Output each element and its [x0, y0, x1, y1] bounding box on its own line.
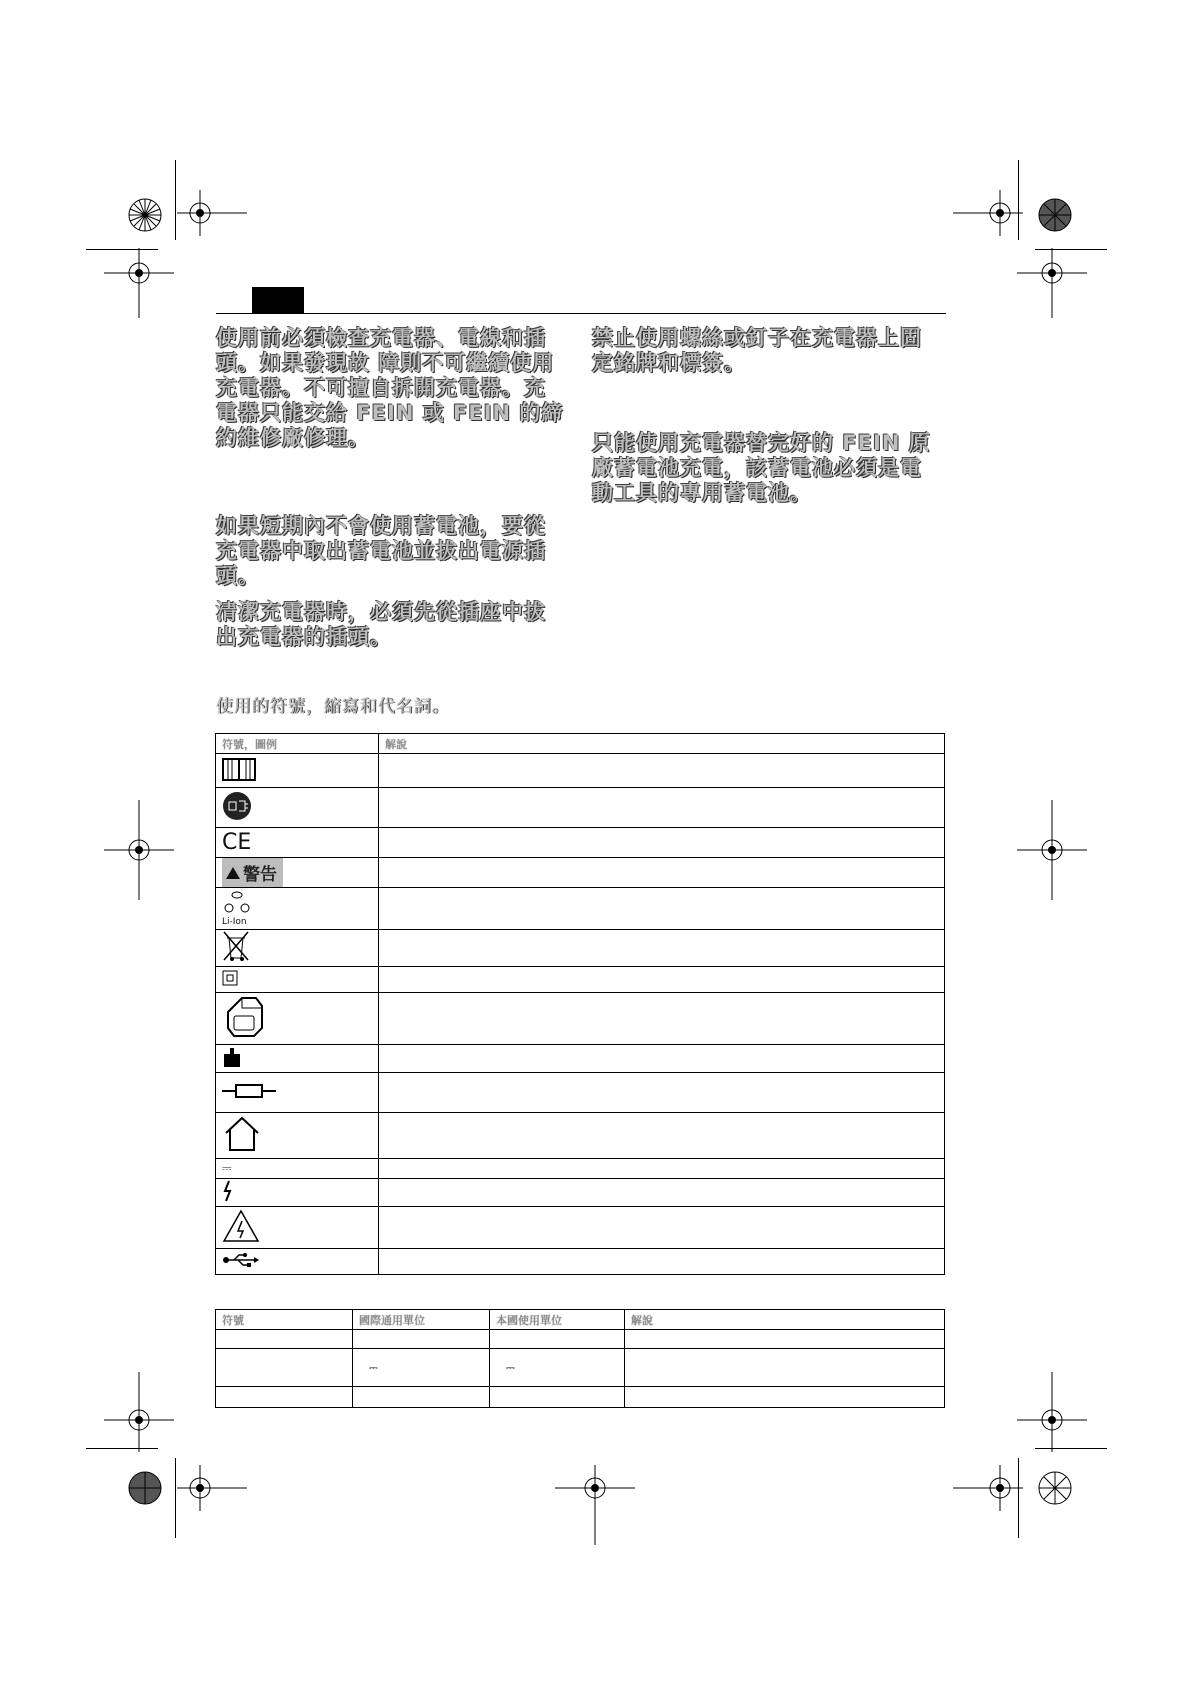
usb-icon — [222, 1252, 260, 1268]
registration-target-icon — [1025, 185, 1085, 245]
lightning-icon — [222, 1180, 234, 1202]
registration-target-icon — [1025, 1458, 1085, 1518]
crosshair-icon — [953, 190, 1023, 236]
registration-target-icon — [115, 185, 175, 245]
direct-current-icon: ⎓ — [216, 1159, 379, 1179]
table-row — [216, 828, 945, 858]
crosshair-icon — [104, 1372, 174, 1452]
table-row — [216, 1179, 945, 1207]
crosshair-icon — [177, 1465, 247, 1511]
manual-book-icon — [222, 756, 256, 782]
electric-hazard-icon — [222, 1209, 260, 1243]
table-row — [216, 930, 945, 967]
warning-badge-icon — [222, 858, 283, 887]
header-rule — [216, 313, 946, 314]
crosshair-icon — [104, 800, 174, 900]
crosshair-icon — [1017, 1372, 1087, 1452]
column-header: 解說 — [625, 1310, 945, 1330]
table-row — [216, 858, 945, 888]
table-cell — [490, 1330, 625, 1349]
table-cell — [216, 1349, 353, 1387]
table-row — [216, 1349, 945, 1387]
table-cell — [353, 1387, 490, 1408]
table-row — [216, 888, 945, 930]
table-cell — [625, 1349, 945, 1387]
table-cell — [625, 1330, 945, 1349]
warning-paragraph: 如果短期內不會使用蓄電池，要從充電器中取出蓄電池並拔出電源插頭。 — [216, 514, 546, 588]
exclamation-triangle-icon — [226, 867, 240, 879]
unplug-icon — [222, 791, 252, 821]
symbols-table — [215, 733, 945, 1275]
table-row — [216, 1387, 945, 1408]
table-row — [216, 993, 945, 1045]
direct-current-icon: ⎓ — [490, 1349, 625, 1387]
double-insulation-icon — [222, 970, 238, 986]
table-row — [216, 1159, 945, 1179]
table-header-row — [216, 1310, 945, 1330]
table-row — [216, 1073, 945, 1113]
fuse-icon — [222, 1083, 276, 1099]
battery-pack-icon — [222, 994, 266, 1040]
warning-badge-label: 警告 — [243, 865, 277, 885]
table-row — [216, 1330, 945, 1349]
table-cell — [625, 1387, 945, 1408]
crosshair-icon — [1017, 800, 1087, 900]
crosshair-icon — [177, 190, 247, 236]
li-ion-label: Li-Ion — [222, 917, 247, 927]
crosshair-icon — [555, 1465, 635, 1545]
crosshair-icon — [1017, 248, 1087, 318]
table-cell — [490, 1387, 625, 1408]
direct-current-icon: ⎓ — [353, 1349, 490, 1387]
table-row — [216, 754, 945, 788]
column-header: 解說 — [379, 734, 945, 754]
ce-mark-icon: CE — [216, 828, 379, 858]
recycle-icon — [222, 890, 252, 914]
warning-paragraph: 只能使用充電器替完好的 FEIN 原廠蓄電池充電，該蓄電池必須是電動工具的專用蓄電池。 — [592, 431, 931, 505]
column-header: 本國使用單位 — [490, 1310, 625, 1330]
table-cell — [353, 1330, 490, 1349]
warning-paragraph: 清潔充電器時，必須先從插座中拔出充電器的插頭。 — [216, 600, 546, 649]
table-cell — [216, 1387, 353, 1408]
section-title: 使用的符號，縮寫和代名詞。 — [216, 697, 450, 717]
table-row — [216, 788, 945, 828]
units-table — [215, 1309, 945, 1408]
column-header: 符號，圖例 — [216, 734, 379, 754]
warning-paragraph: 禁止使用螺絲或釘子在充電器上固定銘牌和標簽。 — [592, 326, 922, 375]
table-cell — [216, 1330, 353, 1349]
table-header-row — [216, 734, 945, 754]
table-row — [216, 1249, 945, 1275]
table-row — [216, 1045, 945, 1073]
warning-paragraph: 使用前必須檢查充電器、電線和插頭。如果發現故 障則不可繼續使用充電器。不可擅自拆開充電器。充電器只能交給 FEIN 或 FEIN 的締約維修廠修理。 — [216, 326, 564, 450]
table-row — [216, 967, 945, 993]
indoor-use-icon — [222, 1115, 262, 1153]
table-row — [216, 1113, 945, 1159]
column-header: 符號 — [216, 1310, 353, 1330]
crosshair-icon — [953, 1465, 1023, 1511]
table-row — [216, 1207, 945, 1249]
crosshair-icon — [104, 248, 174, 318]
registration-target-icon — [115, 1458, 175, 1518]
page-number-block — [252, 287, 304, 314]
column-header: 國際通用單位 — [353, 1310, 490, 1330]
weee-bin-icon — [222, 930, 250, 962]
weight-icon — [222, 1046, 242, 1068]
